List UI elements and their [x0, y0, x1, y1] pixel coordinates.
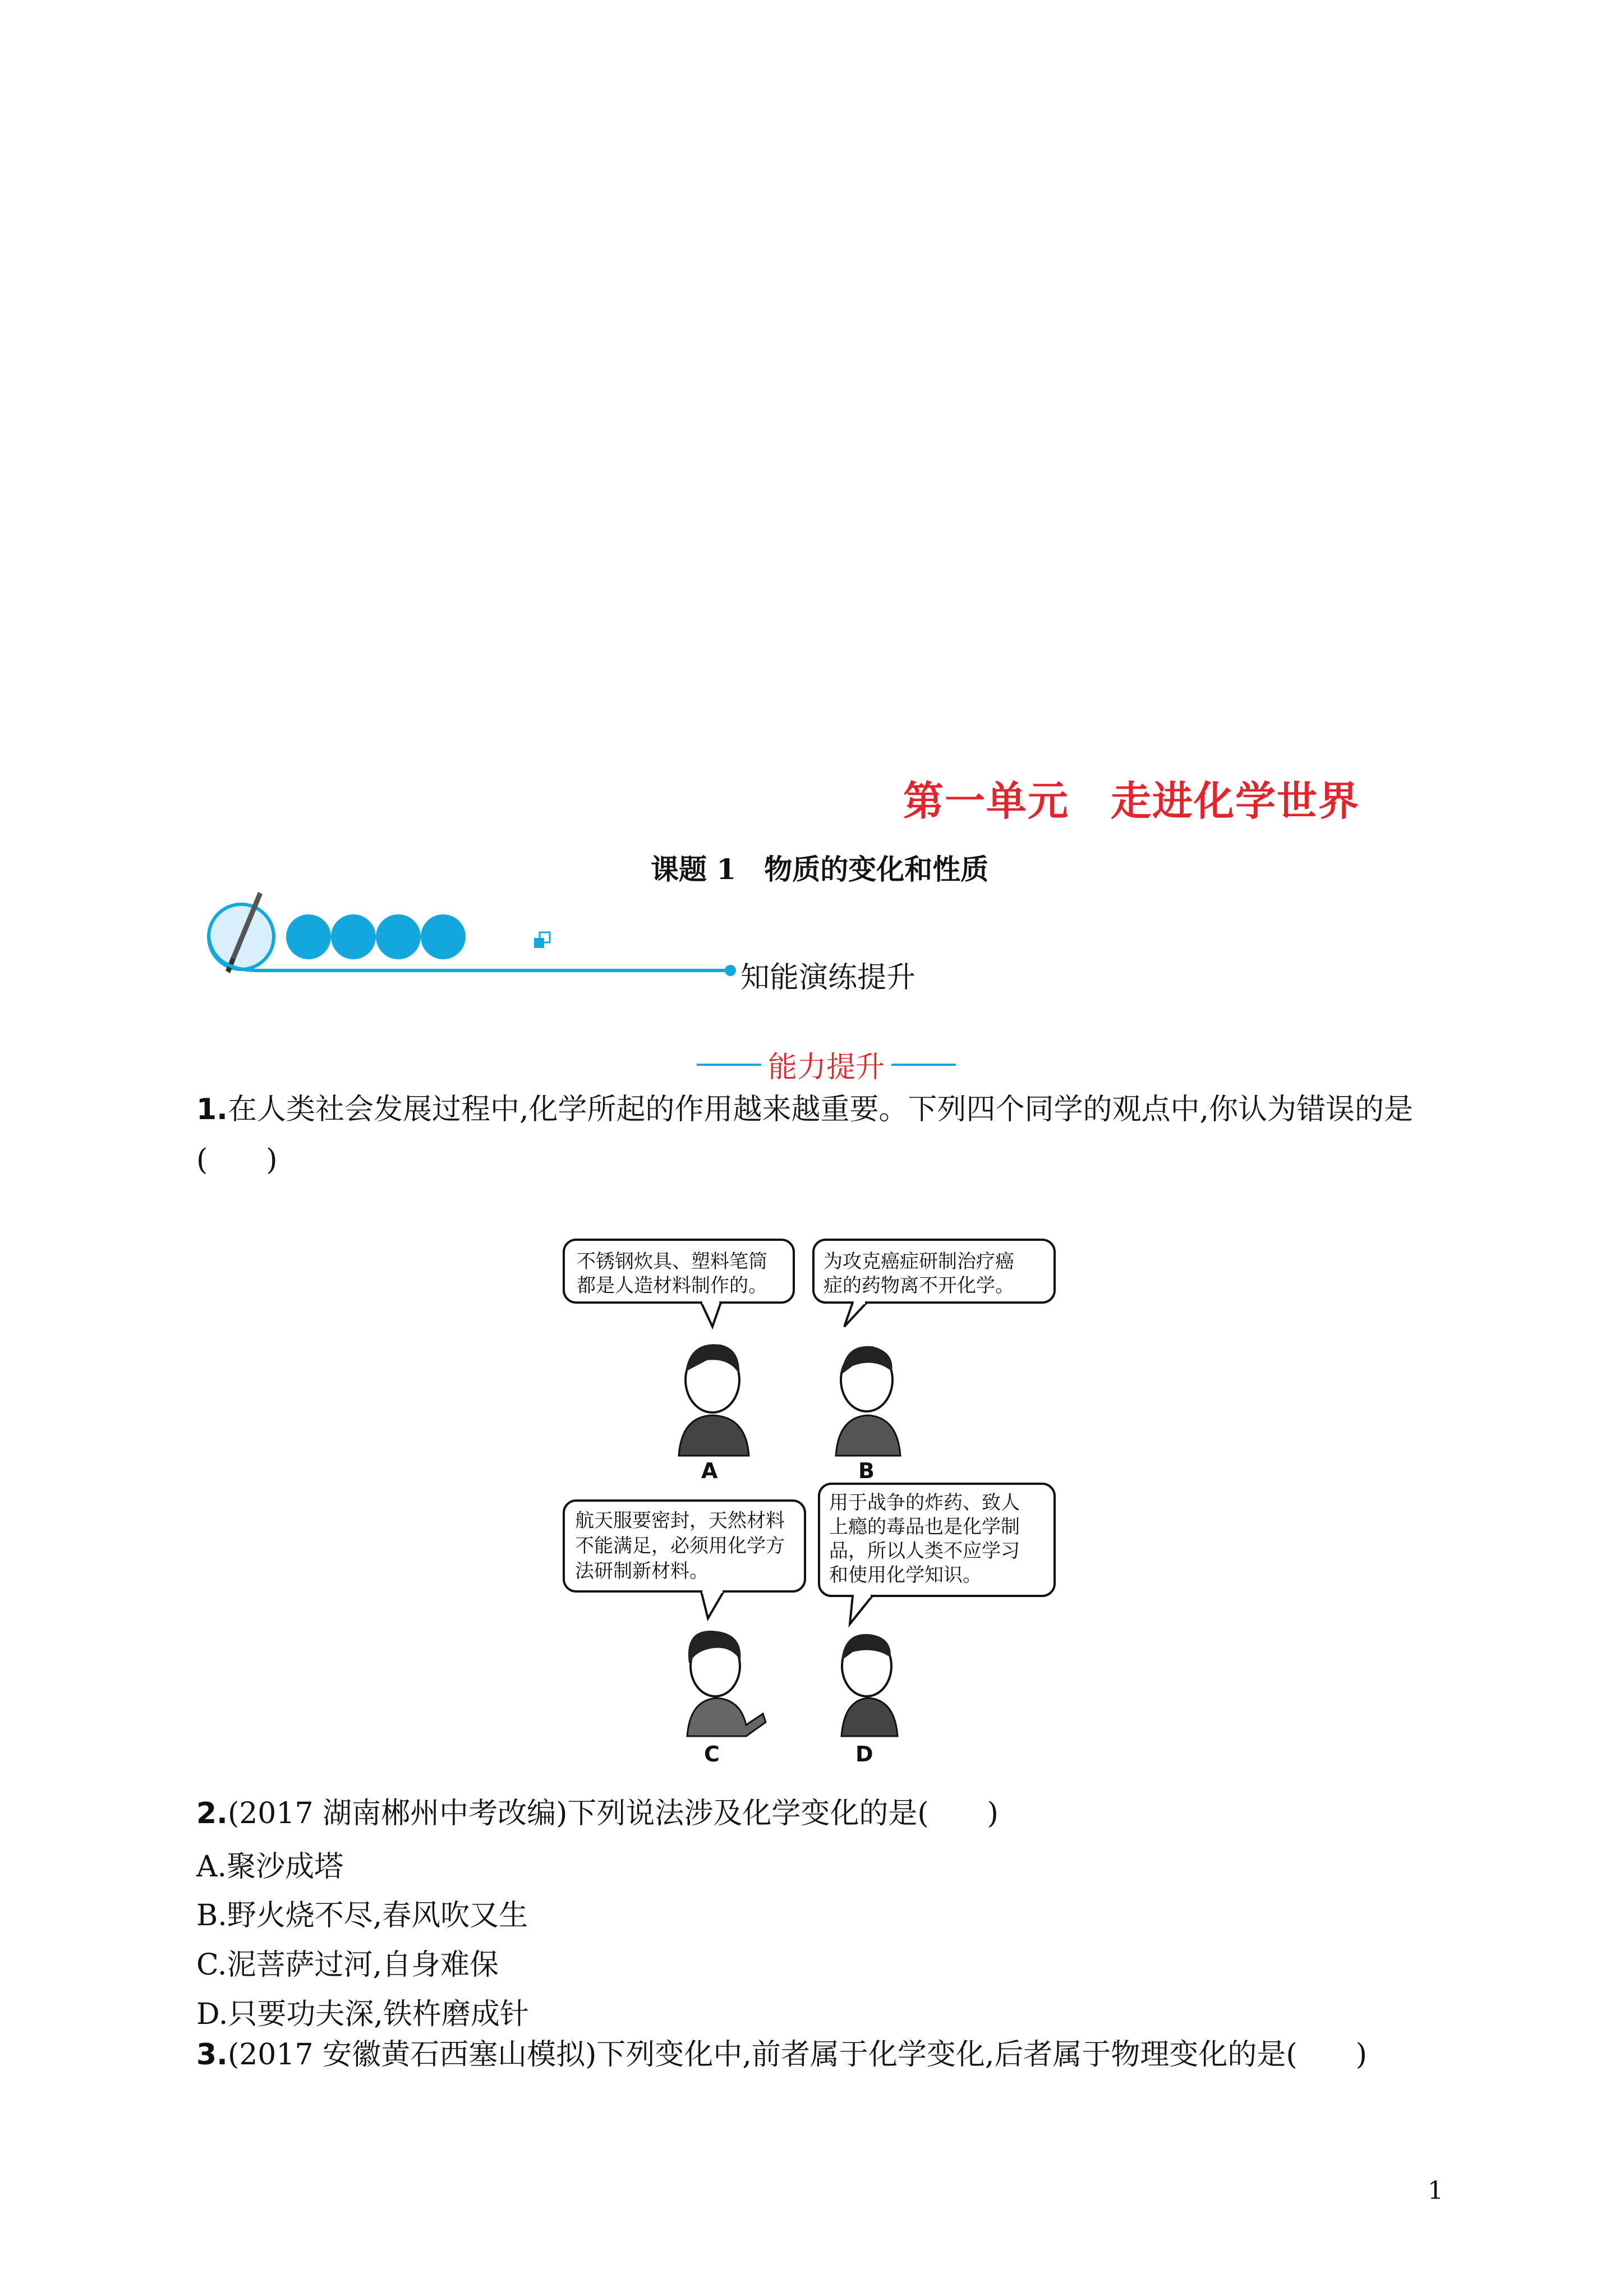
speech-bubble-a — [564, 1240, 794, 1327]
speech-bubble-b — [813, 1240, 1055, 1327]
question-number: 3. — [196, 2038, 228, 2072]
question-1-line1 — [196, 1085, 1413, 1134]
question-text: (2017 安徽黄石西塞山模拟)下列变化中,前者属于化学变化,后者属于物理变化的是( ) — [227, 2038, 1368, 2072]
student-c-illustration — [687, 1631, 766, 1766]
question-3 — [196, 2031, 1367, 2079]
unit-title: 第一单元 走进化学世界 — [903, 777, 1360, 825]
bubble-a-line2: 都是人造材料制作的。 — [577, 1274, 767, 1297]
section-heading — [690, 1043, 963, 1085]
student-d-illustration — [841, 1634, 898, 1766]
bubble-b-line1: 为攻克癌症研制治疗癌 — [823, 1250, 1014, 1273]
brush-icon — [209, 892, 274, 973]
speech-bubble-c — [564, 1501, 805, 1618]
question-2 — [196, 1789, 999, 1838]
person-label-d: D — [855, 1742, 873, 1766]
bubble-d-line3: 品，所以人类不应学习 — [829, 1540, 1020, 1562]
person-label-b: B — [858, 1458, 875, 1483]
student-b-illustration — [836, 1346, 900, 1483]
speech-bubble-d — [819, 1484, 1055, 1624]
bubble-d-line2: 上瘾的毒品也是化学制 — [829, 1516, 1020, 1538]
students-figure — [561, 1237, 1077, 1770]
squares-icon — [534, 932, 550, 948]
banner-circle-4 — [421, 914, 466, 959]
bubble-d-line4: 和使用化学知识。 — [829, 1564, 982, 1586]
heading-line-left — [697, 1064, 761, 1066]
question-text: 在人类社会发展过程中,化学所起的作用越来越重要。下列四个同学的观点中,你认为错误的是 — [227, 1093, 1413, 1126]
student-a-illustration — [679, 1344, 749, 1483]
section-title: 能力提升 — [768, 1051, 885, 1084]
bubble-d-line1: 用于战争的炸药、致人 — [829, 1492, 1020, 1514]
person-label-a: A — [701, 1458, 718, 1483]
option-b: B.野火烧不尽,春风吹又生 — [196, 1899, 528, 1932]
banner-circle-2 — [331, 914, 376, 959]
banner-circle-3 — [376, 914, 421, 959]
person-label-c: C — [704, 1742, 720, 1766]
bubble-a-line1: 不锈钢炊具、塑料笔筒 — [577, 1250, 767, 1273]
heading-line-right — [891, 1064, 956, 1066]
lesson-title: 课题 1 物质的变化和性质 — [651, 853, 989, 886]
question-1-answer-bracket: ( ) — [196, 1143, 278, 1177]
bubble-b-line2: 症的药物离不开化学。 — [823, 1274, 1014, 1297]
page-number: 1 — [1428, 2177, 1443, 2205]
question-number: 1. — [196, 1093, 228, 1126]
bubble-c-line2: 不能满足，必须用化学方 — [575, 1535, 785, 1557]
option-a: A.聚沙成塔 — [196, 1850, 344, 1884]
question-number: 2. — [196, 1797, 228, 1830]
bubble-c-line1: 航天服要密封，天然材料 — [575, 1510, 785, 1532]
banner-circle-1 — [286, 914, 331, 959]
option-c: C.泥菩萨过河,自身难保 — [196, 1948, 499, 1982]
banner-label: 知能演练提升 — [740, 961, 916, 995]
option-d: D.只要功夫深,铁杵磨成针 — [196, 1998, 529, 2031]
question-text: (2017 湖南郴州中考改编)下列说法涉及化学变化的是( ) — [227, 1797, 999, 1830]
bubble-c-line3: 法研制新材料。 — [575, 1560, 709, 1582]
